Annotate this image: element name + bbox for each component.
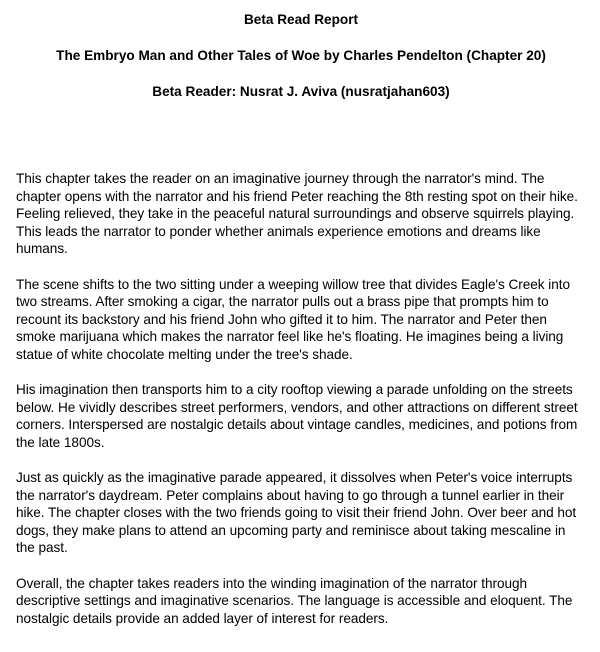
book-title-line: The Embryo Man and Other Tales of Woe by Charles Pendelton (Chapter 20) — [56, 48, 546, 63]
paragraph-chapter-close: Just as quickly as the imaginative parade appeared, it dissolves when Peter's voice interrupts the narrator's daydream. Peter complains about having to go through a tunnel earlier in their hike. The chapter closes with the two friends going to visit their friend John. Over beer and hot dogs, they make plans to attend an upcoming party and reminisce about taking mescaline in the past. — [16, 470, 577, 556]
paragraph-willow-scene: The scene shifts to the two sitting under a weeping willow tree that divides Eagle's Creek into two streams. After smoking a cigar, the narrator pulls out a brass pipe that prompts him to recount its backstory and his friend John who gifted it to him. The narrator and Peter then smoke marijuana which makes the narrator feel like he's floating. He imagines being a living statue of white chocolate melting under the tree's shade. — [16, 276, 570, 362]
beta-reader-line: Beta Reader: Nusrat J. Aviva (nusratjahan603) — [152, 84, 450, 99]
report-title: Beta Read Report — [243, 12, 359, 27]
paragraph-rooftop-parade: His imagination then transports him to a city rooftop viewing a parade unfolding on the streets below. He vividly describes street performers, vendors, and other attractions on different street corners. Interspersed are nostalgic details about vintage candles, medicines, and potions from the late 1800s. — [16, 382, 578, 450]
paragraph-summary-opening: This chapter takes the reader on an imaginative journey through the narrator's mind. The chapter opens with the narrator and his friend Peter reaching the 8th resting spot on their hike. Feeling relieved, they take in the peaceful natural surroundings and observe squirrels playing. This leads the narrator to ponder whether animals experience emotions and dreams like humans. — [16, 171, 578, 257]
paragraph-overall: Overall, the chapter takes readers into the winding imagination of the narrator through descriptive settings and imaginative scenarios. The language is accessible and eloquent. The nostalgic details provide an added layer of interest for readers. — [16, 575, 573, 626]
report-body — [16, 170, 586, 627]
